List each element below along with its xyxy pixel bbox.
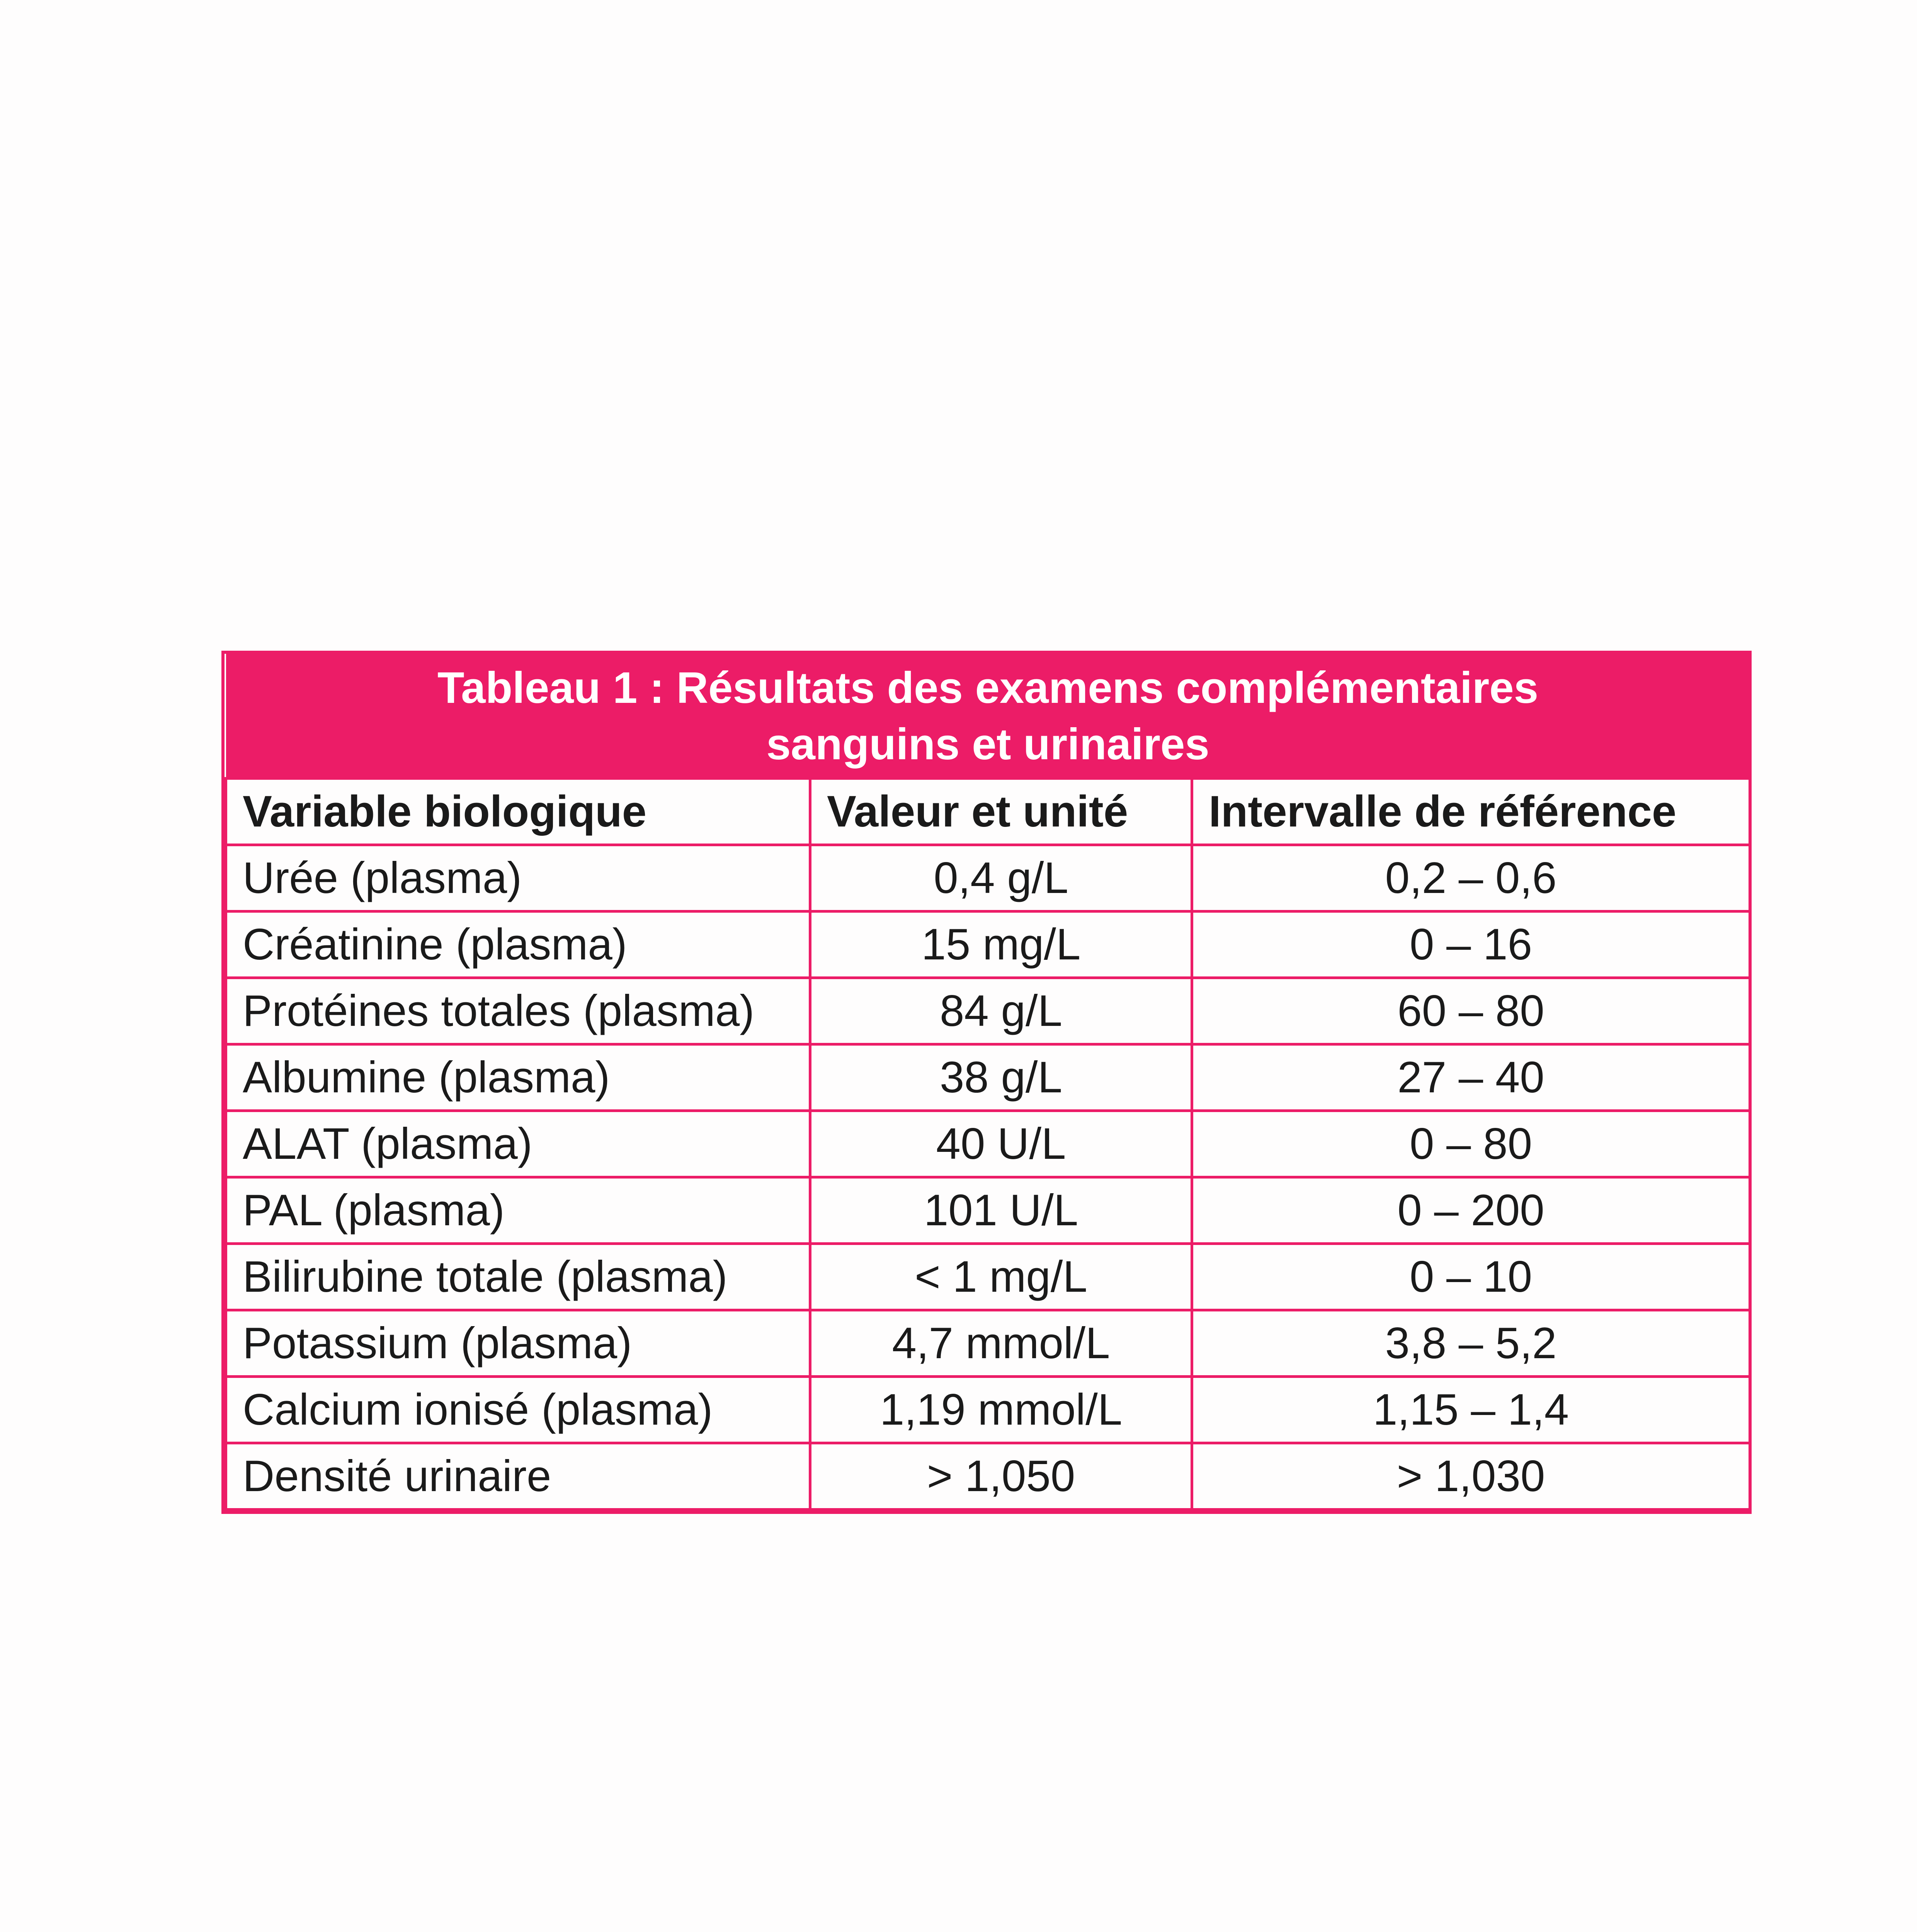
row-value: 15 mg/L <box>810 911 1192 978</box>
row-variable: Urée (plasma) <box>226 845 810 911</box>
row-value: < 1 mg/L <box>810 1243 1192 1310</box>
table-row <box>226 1443 1750 1509</box>
table-row <box>226 1111 1750 1177</box>
row-variable: Densité urinaire <box>226 1443 810 1509</box>
row-value: 84 g/L <box>810 978 1192 1044</box>
table-row <box>226 845 1750 911</box>
row-value: 4,7 mmol/L <box>810 1310 1192 1376</box>
table-row <box>226 1310 1750 1376</box>
row-variable: Protéines totales (plasma) <box>226 978 810 1044</box>
table-row <box>226 1044 1750 1111</box>
row-reference: 0 – 80 <box>1192 1111 1750 1177</box>
table-title <box>226 654 1750 778</box>
row-value: 0,4 g/L <box>810 845 1192 911</box>
row-variable: Potassium (plasma) <box>226 1310 810 1376</box>
table-row <box>226 911 1750 978</box>
table-title-line-1: Tableau 1 : Résultats des examens complémentaires <box>437 663 1539 713</box>
row-variable: Calcium ionisé (plasma) <box>226 1376 810 1443</box>
table-row <box>226 978 1750 1044</box>
row-reference: > 1,030 <box>1192 1443 1750 1509</box>
row-reference: 3,8 – 5,2 <box>1192 1310 1750 1376</box>
row-value: 101 U/L <box>810 1177 1192 1243</box>
row-reference: 0 – 200 <box>1192 1177 1750 1243</box>
row-variable: PAL (plasma) <box>226 1177 810 1243</box>
table-header-row <box>226 778 1750 845</box>
row-value: > 1,050 <box>810 1443 1192 1509</box>
row-reference: 27 – 40 <box>1192 1044 1750 1111</box>
column-header-variable: Variable biologique <box>226 778 810 845</box>
row-variable: Bilirubine totale (plasma) <box>226 1243 810 1310</box>
results-table <box>225 654 1751 1511</box>
table-row <box>226 1243 1750 1310</box>
table-title-row <box>226 654 1750 778</box>
row-variable: Albumine (plasma) <box>226 1044 810 1111</box>
row-value: 38 g/L <box>810 1044 1192 1111</box>
row-reference: 0 – 10 <box>1192 1243 1750 1310</box>
row-reference: 1,15 – 1,4 <box>1192 1376 1750 1443</box>
row-value: 1,19 mmol/L <box>810 1376 1192 1443</box>
row-reference: 60 – 80 <box>1192 978 1750 1044</box>
row-reference: 0 – 16 <box>1192 911 1750 978</box>
column-header-value: Valeur et unité <box>810 778 1192 845</box>
row-value: 40 U/L <box>810 1111 1192 1177</box>
table-row <box>226 1177 1750 1243</box>
row-variable: Créatinine (plasma) <box>226 911 810 978</box>
column-header-reference: Intervalle de référence <box>1192 778 1750 845</box>
table-row <box>226 1376 1750 1443</box>
row-variable: ALAT (plasma) <box>226 1111 810 1177</box>
row-reference: 0,2 – 0,6 <box>1192 845 1750 911</box>
table-title-line-2: sanguins et urinaires <box>766 720 1209 769</box>
results-table-container <box>221 651 1752 1514</box>
